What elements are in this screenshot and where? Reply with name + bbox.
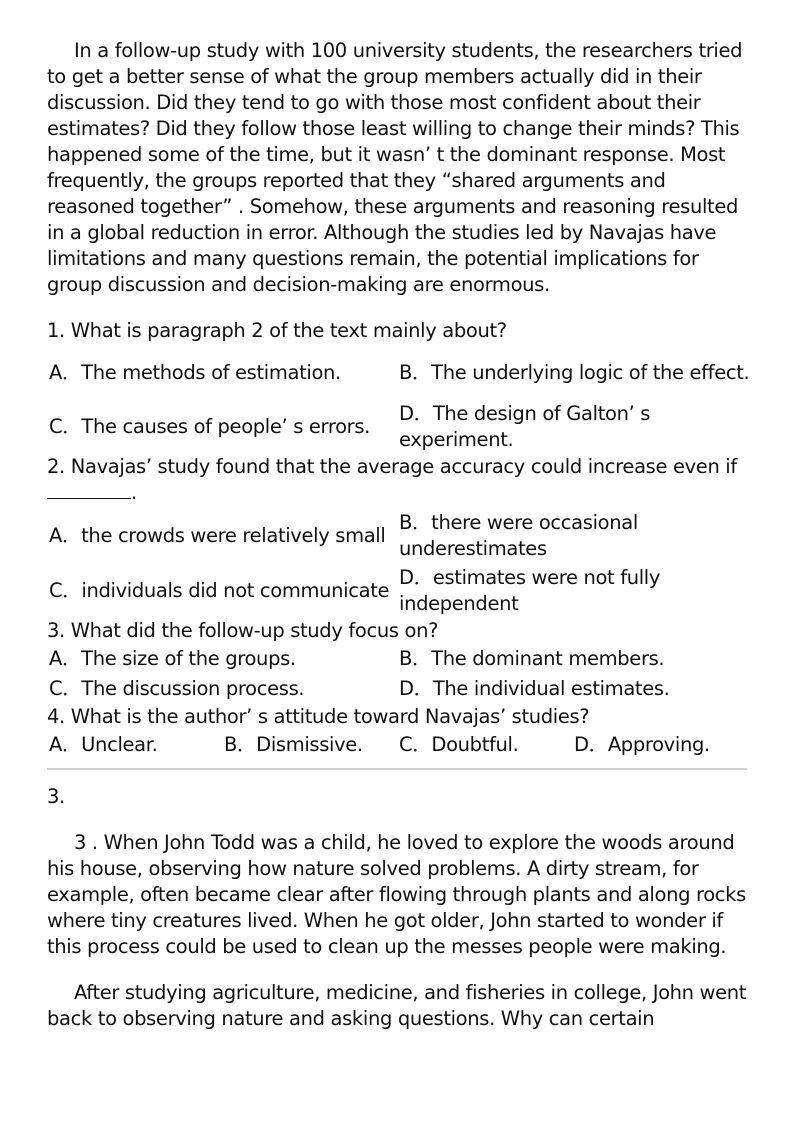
question-stem: 4. What is the author’ s attitude toward Navajas’ studies? <box>47 705 590 728</box>
question-stem: 1. What is paragraph 2 of the text mainly about? <box>47 319 507 342</box>
option-a: A．The size of the groups. <box>49 647 296 670</box>
option-b: B．Dismissive. <box>224 733 363 756</box>
option-c: C．Doubtful. <box>399 733 519 756</box>
question-4 <box>47 704 752 760</box>
option-d: D．estimates were not fully independent <box>399 566 661 615</box>
passage-paragraph: In a follow-up study with 100 university students, the researchers tried to get a better sense of what the group members actually did in their discussion. Did they tend to go with those most confident about their estimates? Did they follow those least willing to change their minds? This happened some of the time, but it wasn’ t the dominant response. Most frequently, the groups reported that they “shared arguments and reasoned together” . Somehow, these arguments and reasoning resulted in a global reduction in error. Although the studies led by Navajas have limitations and many questions remain, the potential implications for group discussion and decision-making are enormous. <box>47 39 743 296</box>
option-c: C．The causes of people’ s errors. <box>49 415 370 438</box>
question-stem: 3. What did the follow-up study focus on? <box>47 619 439 642</box>
question-1 <box>47 318 752 454</box>
option-d: D．The individual estimates. <box>399 677 670 700</box>
question-stem-text: 2. Navajas’ study found that the average accuracy could increase even if <box>47 455 737 478</box>
option-b: B．there were occasional underestimates <box>399 511 638 560</box>
option-a: A．the crowds were relatively small <box>49 524 386 547</box>
question-stem <box>47 454 752 506</box>
passage-paragraph: 3 . When John Todd was a child, he loved to explore the woods around his house, observing how nature solved problems. A dirty stream, for example, often became clear after flowing through plants and along rocks where tiny creatures lived. When he got older, John started to wonder if this process could be used to clean up the messes people were making. <box>47 831 746 958</box>
question-stem-end: . <box>131 481 137 504</box>
document-page <box>47 38 752 1032</box>
option-a: A．Unclear. <box>49 733 158 756</box>
option-d: D．The design of Galton’ s experiment. <box>399 402 651 451</box>
passage-paragraph: After studying agriculture, medicine, and fisheries in college, John went back to observing nature and asking questions. Why can certain <box>47 981 747 1030</box>
option-a: A．The methods of estimation. <box>49 361 341 384</box>
option-b: B．The underlying logic of the effect. <box>399 361 750 384</box>
option-c: C．individuals did not communicate <box>49 579 390 602</box>
option-b: B．The dominant members. <box>399 647 665 670</box>
section-number: 3. <box>47 785 65 808</box>
option-d: D．Approving. <box>574 733 710 756</box>
question-3 <box>47 618 752 704</box>
option-c: C．The discussion process. <box>49 677 305 700</box>
answer-blank <box>47 480 131 499</box>
question-2 <box>47 454 752 618</box>
